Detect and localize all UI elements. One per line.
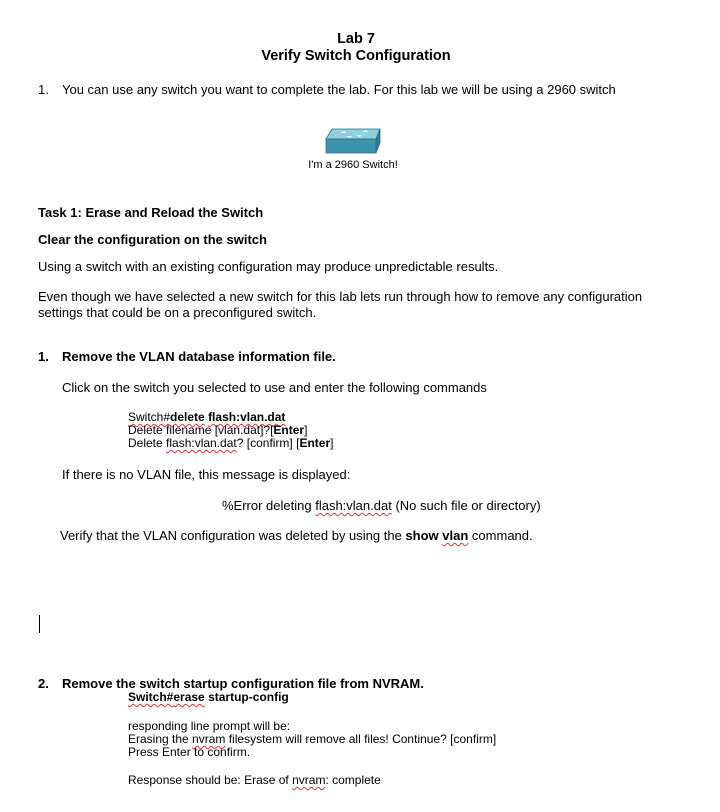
intro-item <box>38 82 616 97</box>
cmd-path: flash:vlan.dat <box>208 410 286 424</box>
response-nvram: nvram <box>292 773 326 787</box>
erase-start: Erasing the <box>128 732 193 746</box>
response-note <box>128 773 381 787</box>
step1-instruction: Click on the switch you selected to use and enter the following commands <box>62 380 487 395</box>
delete-filename-prompt <box>128 423 307 437</box>
step1-number: 1. <box>38 349 49 364</box>
switch-top-face <box>326 129 380 139</box>
enter-key-label: Enter <box>299 436 331 450</box>
switch-caption: I'm a 2960 Switch! <box>308 159 398 171</box>
step2-heading-text: Remove the switch startup configuration file from NVRAM. <box>62 676 424 691</box>
task1-subheading: Clear the configuration on the switch <box>38 232 267 247</box>
no-vlan-file-note: If there is no VLAN file, this message is displayed: <box>62 467 351 482</box>
error-start: %Error deleting <box>222 498 316 513</box>
intro-text: You can use any switch you want to complete the lab. For this lab we will be using a 2960 switch <box>62 82 616 97</box>
verify-show: show <box>405 528 439 543</box>
command-delete-vlan <box>128 410 285 424</box>
verify-vlan: vlan <box>442 528 469 543</box>
bracket-close: ] <box>304 423 308 437</box>
press-enter-note: Press Enter to confirm. <box>128 745 251 759</box>
intro-number: 1. <box>38 82 49 97</box>
erase-end: filesystem will remove all files! Continue? [confirm] <box>225 732 497 746</box>
error-message <box>222 498 541 513</box>
error-end: (No such file or directory) <box>391 498 541 513</box>
verify-end: command. <box>468 528 533 543</box>
step2-heading <box>38 676 424 691</box>
delete-confirm-start: Delete <box>128 436 167 450</box>
task1-heading: Task 1: Erase and Reload the Switch <box>38 205 264 220</box>
erase-warning <box>128 732 496 746</box>
text-cursor <box>39 615 40 633</box>
cmd-prompt: Switch# <box>128 690 174 704</box>
delete-confirm-path: flash:vlan.dat <box>166 436 237 450</box>
switch-front-face <box>326 139 376 153</box>
error-path: flash:vlan.dat <box>315 498 392 513</box>
title-lab-number: Lab 7 <box>337 31 375 47</box>
response-end: : complete <box>325 773 381 787</box>
delete-confirm-prompt <box>128 436 333 450</box>
delete-confirm-mid: ? [confirm] [ <box>236 436 300 450</box>
cmd-prompt: Switch# <box>128 410 171 424</box>
step1-heading-text: Remove the VLAN database information file. <box>62 349 336 364</box>
network-switch-icon <box>322 126 384 156</box>
cmd-delete: delete <box>170 410 205 424</box>
cmd-erase: erase <box>173 690 205 704</box>
task1-paragraph-2: Even though we have selected a new switch for this lab lets run through how to remove any configuration settings that could be on a preconfigured switch. <box>38 289 643 320</box>
title-lab-name: Verify Switch Configuration <box>261 48 451 64</box>
verify-instruction <box>60 528 533 543</box>
command-erase-startup <box>128 690 289 704</box>
prompt-label: responding line prompt will be: <box>128 719 291 733</box>
delete-filename-text: Delete filename [vlan.dat]?[ <box>128 423 274 437</box>
step1-heading <box>38 349 336 364</box>
cmd-startup-config: startup-config <box>204 690 289 704</box>
response-start: Response should be: Erase of <box>128 773 293 787</box>
enter-key-label: Enter <box>273 423 305 437</box>
step2-number: 2. <box>38 676 49 691</box>
bracket-close: ] <box>330 436 334 450</box>
verify-start: Verify that the VLAN configuration was deleted by using the <box>60 528 406 543</box>
task1-paragraph-1: Using a switch with an existing configuration may produce unpredictable results. <box>38 259 499 274</box>
erase-nvram: nvram <box>192 732 226 746</box>
